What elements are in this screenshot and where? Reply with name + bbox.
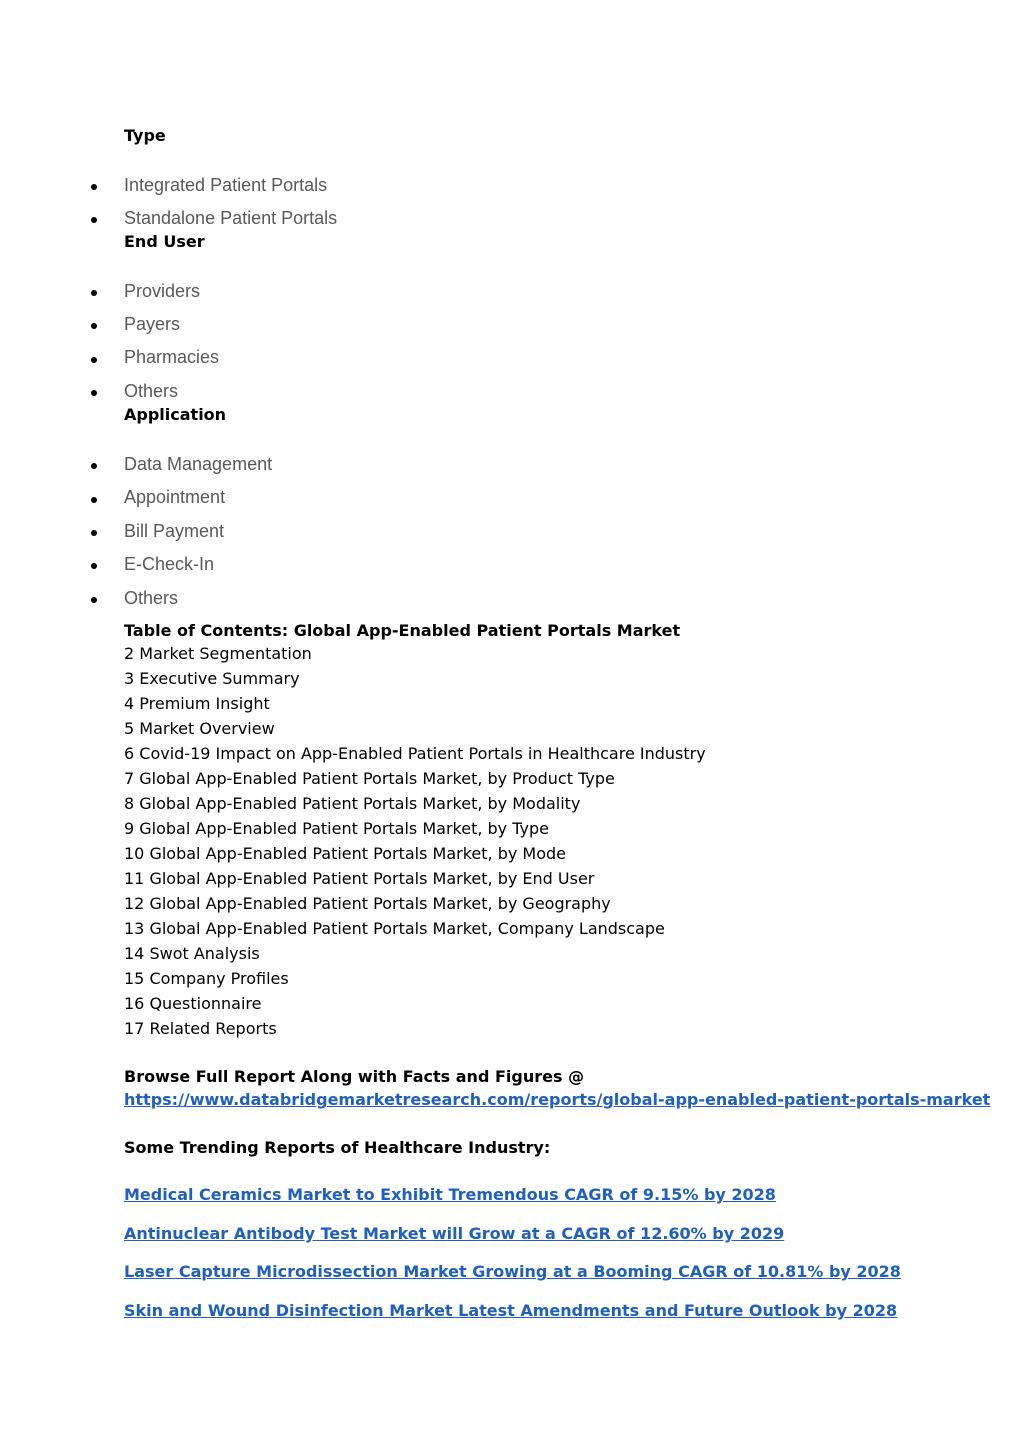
toc-heading: Table of Contents: Global App-Enabled Patient Portals Market: [124, 621, 681, 640]
toc-item: 14 Swot Analysis: [124, 944, 260, 963]
list-item: Others: [124, 381, 179, 401]
list-item: Providers: [124, 281, 201, 301]
bullet-icon: [91, 563, 97, 569]
bullet-icon: [91, 530, 97, 536]
bullet-icon: [91, 390, 97, 396]
toc-item: 3 Executive Summary: [124, 669, 300, 688]
bullet-icon: [91, 597, 97, 603]
list-item: Integrated Patient Portals: [124, 175, 328, 195]
toc-item: 7 Global App-Enabled Patient Portals Market, by Product Type: [124, 769, 615, 788]
toc-item: 10 Global App-Enabled Patient Portals Market, by Mode: [124, 844, 567, 863]
toc-item: 12 Global App-Enabled Patient Portals Market, by Geography: [124, 894, 611, 913]
section-heading-type: Type: [124, 126, 166, 145]
list-item: Appointment: [124, 487, 226, 507]
bullet-icon: [91, 184, 97, 190]
list-item: Payers: [124, 314, 181, 334]
toc-item: 6 Covid-19 Impact on App-Enabled Patient Portals in Healthcare Industry: [124, 744, 706, 763]
toc-item: 11 Global App-Enabled Patient Portals Market, by End User: [124, 869, 595, 888]
section-heading-application: Application: [124, 405, 227, 424]
bullet-icon: [91, 323, 97, 329]
trending-report-link[interactable]: Skin and Wound Disinfection Market Latest Amendments and Future Outlook by 2028: [124, 1301, 898, 1320]
section-heading-end-user: End User: [124, 232, 205, 251]
list-item: Bill Payment: [124, 521, 225, 541]
browse-label: Browse Full Report Along with Facts and Figures @: [124, 1067, 585, 1086]
toc-item: 13 Global App-Enabled Patient Portals Market, Company Landscape: [124, 919, 665, 938]
toc-item: 15 Company Profiles: [124, 969, 289, 988]
toc-item: 16 Questionnaire: [124, 994, 262, 1013]
toc-item: 4 Premium Insight: [124, 694, 270, 713]
toc-item: 17 Related Reports: [124, 1019, 277, 1038]
list-item: Standalone Patient Portals: [124, 208, 338, 228]
bullet-icon: [91, 217, 97, 223]
bullet-icon: [91, 497, 97, 503]
report-url-link[interactable]: https://www.databridgemarketresearch.com/reports/global-app-enabled-patient-portals-market: [124, 1090, 991, 1109]
bullet-icon: [91, 290, 97, 296]
list-item: Pharmacies: [124, 347, 220, 367]
trending-report-link[interactable]: Antinuclear Antibody Test Market will Grow at a CAGR of 12.60% by 2029: [124, 1224, 785, 1243]
bullet-icon: [91, 463, 97, 469]
toc-item: 9 Global App-Enabled Patient Portals Market, by Type: [124, 819, 549, 838]
list-item: Data Management: [124, 454, 273, 474]
list-item: Others: [124, 588, 179, 608]
toc-item: 8 Global App-Enabled Patient Portals Market, by Modality: [124, 794, 581, 813]
trending-report-link[interactable]: Medical Ceramics Market to Exhibit Tremendous CAGR of 9.15% by 2028: [124, 1185, 776, 1204]
trending-report-link[interactable]: Laser Capture Microdissection Market Growing at a Booming CAGR of 10.81% by 2028: [124, 1262, 901, 1281]
toc-item: 2 Market Segmentation: [124, 644, 312, 663]
trending-heading: Some Trending Reports of Healthcare Industry:: [124, 1138, 551, 1157]
bullet-icon: [91, 357, 97, 363]
toc-item: 5 Market Overview: [124, 719, 275, 738]
list-item: E-Check-In: [124, 554, 215, 574]
